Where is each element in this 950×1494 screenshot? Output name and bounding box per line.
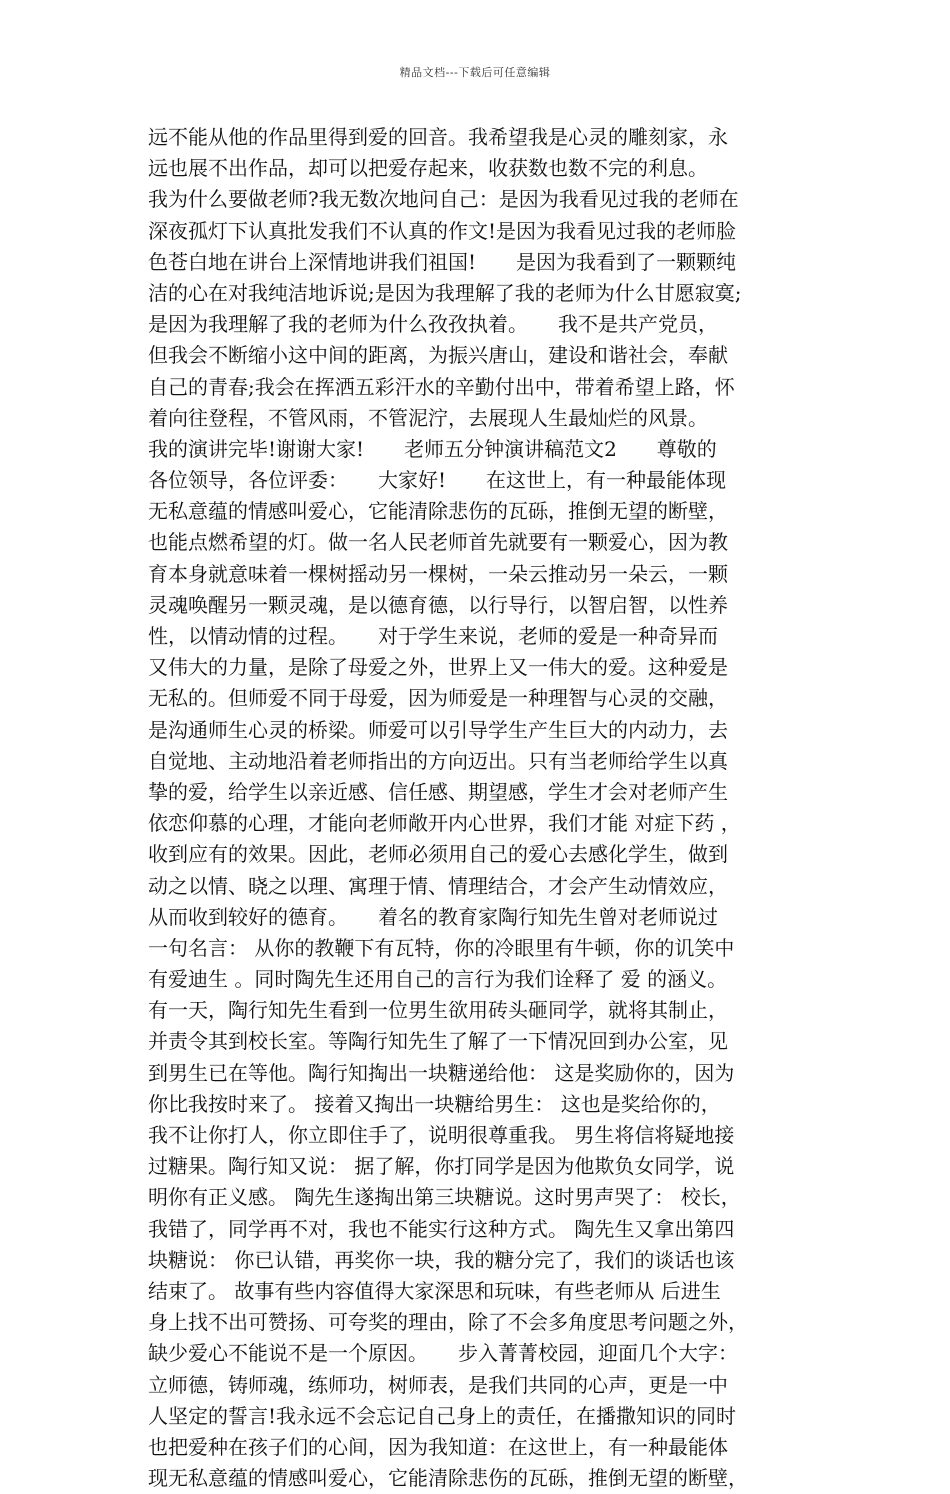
text-line: 过糖果。陶行知又说： 据了解，你打同学是因为他欺负女同学，说 [148, 1154, 735, 1179]
text-line: 但我会不断缩小这中间的距离，为振兴唐山，建设和谐社会，奉献 [148, 343, 728, 368]
text-line: 结束了。 故事有些内容值得大家深思和玩味，有些老师从 后进生 [148, 1278, 721, 1303]
text-line: 块糖说： 你已认错，再奖你一块，我的糖分完了，我们的谈话也该 [148, 1247, 735, 1272]
text-line: 动之以情、晓之以理、寓理于情、情理结合，才会产生动情效应， [148, 873, 728, 898]
text-line: 我为什么要做老师?我无数次地问自己：是因为我看见过我的老师在 [148, 187, 739, 212]
text-line: 立师德，铸师魂，练师功，树师表，是我们共同的心声，更是一中 [148, 1372, 728, 1397]
text-line: 人坚定的誓言!我永远不会忘记自己身上的责任，在播撒知识的同时 [148, 1403, 737, 1428]
text-line: 一句名言： 从你的教鞭下有瓦特，你的冷眼里有牛顿，你的讥笑中 [148, 935, 735, 960]
text-line: 有爱迪生 。同时陶先生还用自己的言行为我们诠释了 爱 的涵义。 [148, 967, 728, 992]
text-line: 从而收到较好的德育。 着名的教育家陶行知先生曾对老师说过 [148, 904, 718, 929]
text-line: 我不让你打人，你立即住手了，说明很尊重我。 男生将信将疑地接 [148, 1123, 735, 1147]
text-line: 无私意蕴的情感叫爱心，它能清除悲伤的瓦砾，推倒无望的断壁， [148, 499, 728, 524]
text-line: 我错了，同学再不对，我也不能实行这种方式。 陶先生又拿出第四 [148, 1216, 735, 1241]
text-line: 你比我按时来了。 接着又掏出一块糖给男生： 这也是奖给你的， [148, 1091, 721, 1116]
text-line: 缺少爱心不能说不是一个原因。 步入菁菁校园，迎面几个大字： [148, 1341, 738, 1366]
text-line: 远也展不出作品，却可以把爱存起来，收获数也数不完的利息。 [148, 156, 708, 181]
page-header: 精品文档---下载后可任意编辑 [399, 66, 551, 79]
text-line: 收到应有的效果。因此，老师必须用自己的爱心去感化学生，做到 [148, 842, 728, 867]
text-line: 性，以情动情的过程。 对于学生来说，老师的爱是一种奇异而 [148, 624, 718, 648]
text-line: 自觉地、主动地沿着老师指出的方向迈出。只有当老师给学生以真 [148, 748, 728, 773]
text-line: 又伟大的力量，是除了母爱之外，世界上又一伟大的爱。这种爱是 [148, 655, 728, 680]
text-line: 明你有正义感。 陶先生遂掏出第三块糖说。这时男声哭了： 校长， [148, 1185, 741, 1210]
text-line: 无私的。但师爱不同于母爱，因为师爱是一种理智与心灵的交融， [148, 686, 728, 711]
text-line: 灵魂唤醒另一颗灵魂，是以德育德，以行导行，以智启智，以性养 [148, 592, 728, 617]
text-line: 挚的爱，给学生以亲近感、信任感、期望感，学生才会对老师产生 [148, 779, 728, 804]
text-line: 是因为我理解了我的老师为什么孜孜执着。 我不是共产党员， [148, 312, 718, 337]
text-line: 也把爱种在孩子们的心间，因为我知道：在这世上，有一种最能体 [148, 1434, 728, 1459]
text-line: 并责令其到校长室。等陶行知先生了解了一下情况回到办公室，见 [148, 1029, 728, 1054]
document-body [148, 122, 808, 1494]
text-line: 洁的心在对我纯洁地诉说;是因为我理解了我的老师为什么甘愿寂寞; [148, 280, 742, 305]
text-line: 依恋仰慕的心理，才能向老师敞开内心世界，我们才能 对症下药 ， [148, 811, 741, 836]
text-line: 到男生已在等他。陶行知掏出一块糖递给他： 这是奖励你的，因为 [148, 1060, 735, 1085]
text-line: 是沟通师生心灵的桥梁。师爱可以引导学生产生巨大的内动力，去 [148, 717, 728, 742]
text-line: 自己的青春;我会在挥洒五彩汗水的辛勤付出中，带着希望上路，怀 [148, 374, 735, 399]
text-line: 身上找不出可赞扬、可夸奖的理由，除了不会多角度思考问题之外， [148, 1310, 748, 1335]
text-line: 色苍白地在讲台上深情地讲我们祖国! 是因为我看到了一颗颗纯 [148, 249, 737, 274]
text-line: 有一天，陶行知先生看到一位男生欲用砖头砸同学，就将其制止， [148, 998, 728, 1023]
text-line: 我的演讲完毕!谢谢大家! 老师五分钟演讲稿范文2 尊敬的 [148, 436, 717, 461]
text-line: 现无私意蕴的情感叫爱心，它能清除悲伤的瓦砾，推倒无望的断壁， [148, 1466, 748, 1491]
text-line: 育本身就意味着一棵树摇动另一棵树，一朵云推动另一朵云，一颗 [148, 561, 728, 586]
text-line: 远不能从他的作品里得到爱的回音。我希望我是心灵的雕刻家，永 [148, 125, 728, 149]
text-line: 深夜孤灯下认真批发我们不认真的作文!是因为我看见过我的老师脸 [148, 218, 737, 243]
text-line: 也能点燃希望的灯。做一名人民老师首先就要有一颗爱心，因为教 [148, 530, 728, 555]
text-line: 各位领导，各位评委： 大家好! 在这世上，有一种最能体现 [148, 468, 727, 493]
text-line: 着向往登程，不管风雨，不管泥泞，去展现人生最灿烂的风景。 [148, 405, 708, 430]
